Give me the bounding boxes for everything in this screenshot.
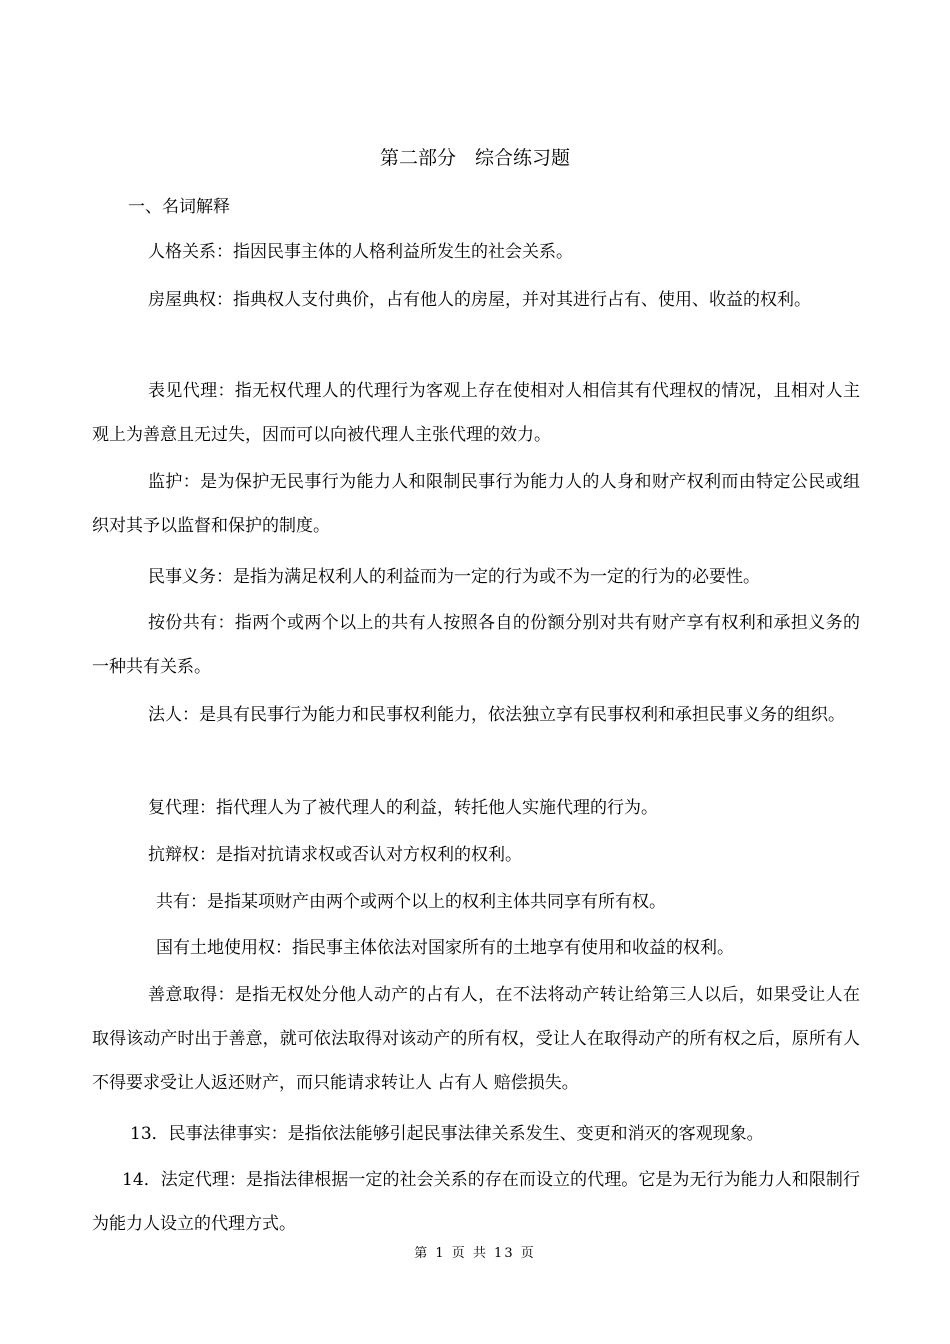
paragraph: 监护：是为保护无民事行为能力人和限制民事行为能力人的人身和财产权利而由特定公民或组织对其予以监督和保护的制度。 [92,472,860,536]
paragraph: 13．民事法律事实：是指依法能够引起民事法律关系发生、变更和消灭的客观现象。 [130,1124,764,1144]
paragraph: 按份共有：指两个或两个以上的共有人按照各自的份额分别对共有财产享有权利和承担义务的一种共有关系。 [92,613,860,677]
paragraph: 表见代理：指无权代理人的代理行为客观上存在使相对人相信其有代理权的情况，且相对人主观上为善意且无过失，因而可以向被代理人主张代理的效力。 [92,381,860,445]
paragraph: 共有：是指某项财产由两个或两个以上的权利主体共同享有所有权。 [156,892,666,912]
paragraph: 抗辩权：是指对抗请求权或否认对方权利的权利。 [148,845,522,865]
paragraph: 国有土地使用权：指民事主体依法对国家所有的土地享有使用和收益的权利。 [156,938,734,958]
paragraph: 人格关系：指因民事主体的人格利益所发生的社会关系。 [148,242,573,262]
paragraph: 房屋典权：指典权人支付典价，占有他人的房屋，并对其进行占有、使用、收益的权利。 [148,290,811,310]
page-title: 第二部分 综合练习题 [379,147,570,169]
section-heading: 一、名词解释 [128,197,230,217]
paragraph: 法人：是具有民事行为能力和民事权利能力，依法独立享有民事权利和承担民事义务的组织。 [148,705,845,725]
paragraph: 14．法定代理：是指法律根据一定的社会关系的存在而设立的代理。它是为无行为能力人和限制行为能力人设立的代理方式。 [92,1170,860,1234]
page-footer: 第 1 页 共 13 页 [414,1246,536,1261]
paragraph: 善意取得：是指无权处分他人动产的占有人，在不法将动产转让给第三人以后，如果受让人在取得该动产时出于善意，就可依法取得对该动产的所有权，受让人在取得动产的所有权之后，原所有人不得要求受让人返还财产，而只能请求转让人 占有人 赔偿损失。 [92,985,860,1093]
paragraph: 民事义务：是指为满足权利人的利益而为一定的行为或不为一定的行为的必要性。 [148,567,760,587]
paragraph: 复代理：指代理人为了被代理人的利益，转托他人实施代理的行为。 [148,798,658,818]
